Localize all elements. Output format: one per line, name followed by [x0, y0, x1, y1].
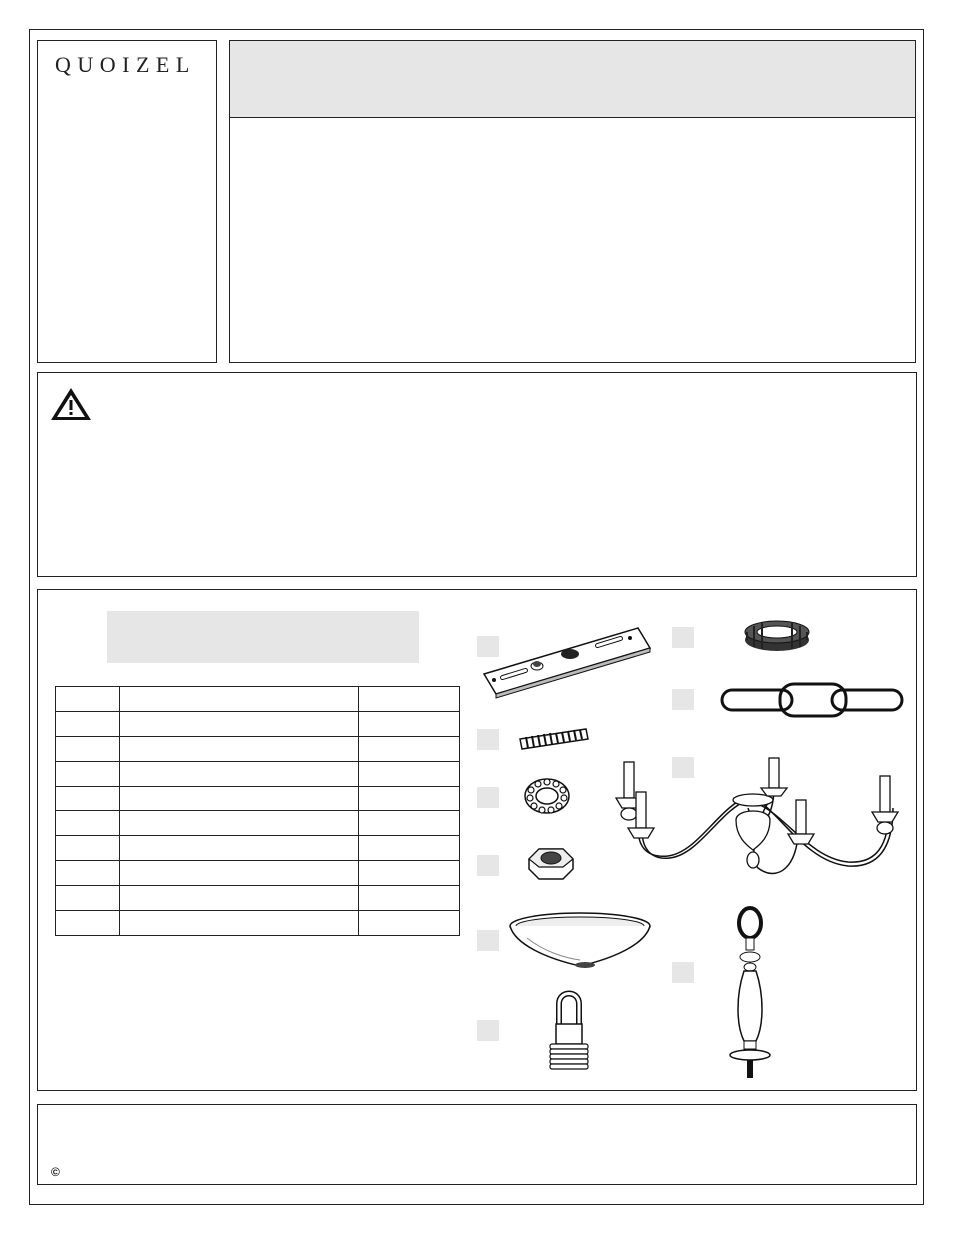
part-label-f: [477, 1020, 499, 1041]
part-label-e: [477, 930, 499, 951]
brand-logo: QUOIZEL: [55, 52, 196, 77]
table-row: [56, 861, 460, 886]
threaded-nipple-icon: [516, 725, 592, 755]
crossbar-icon: [480, 622, 655, 702]
chain-icon: [718, 680, 908, 720]
chandelier-body-icon: [608, 748, 908, 893]
table-row: [56, 911, 460, 936]
part-label-g: [672, 627, 694, 648]
hook-icon: [544, 986, 594, 1076]
parts-heading-band: [107, 611, 419, 663]
warning-box: [37, 372, 917, 577]
copyright-symbol: ©: [51, 1165, 60, 1179]
table-row: [56, 687, 460, 712]
table-row: [56, 886, 460, 911]
part-label-b: [477, 729, 499, 750]
lock-washer-icon: [522, 776, 572, 816]
part-label-c: [477, 787, 499, 808]
table-row: [56, 761, 460, 786]
parts-table: [55, 686, 460, 936]
logo-box: [37, 40, 217, 363]
table-row: [56, 836, 460, 861]
footer-box: [37, 1104, 917, 1185]
warning-triangle-icon: [50, 387, 92, 421]
part-label-j: [672, 962, 694, 983]
table-row: [56, 736, 460, 761]
loop-column-icon: [722, 905, 782, 1080]
lock-nut-icon: [742, 618, 812, 654]
part-label-d: [477, 855, 499, 876]
table-row: [56, 786, 460, 811]
table-row: [56, 711, 460, 736]
canopy-icon: [505, 908, 655, 973]
part-label-h: [672, 689, 694, 710]
hex-nut-icon: [525, 843, 577, 883]
table-row: [56, 811, 460, 836]
title-band: [230, 41, 915, 118]
